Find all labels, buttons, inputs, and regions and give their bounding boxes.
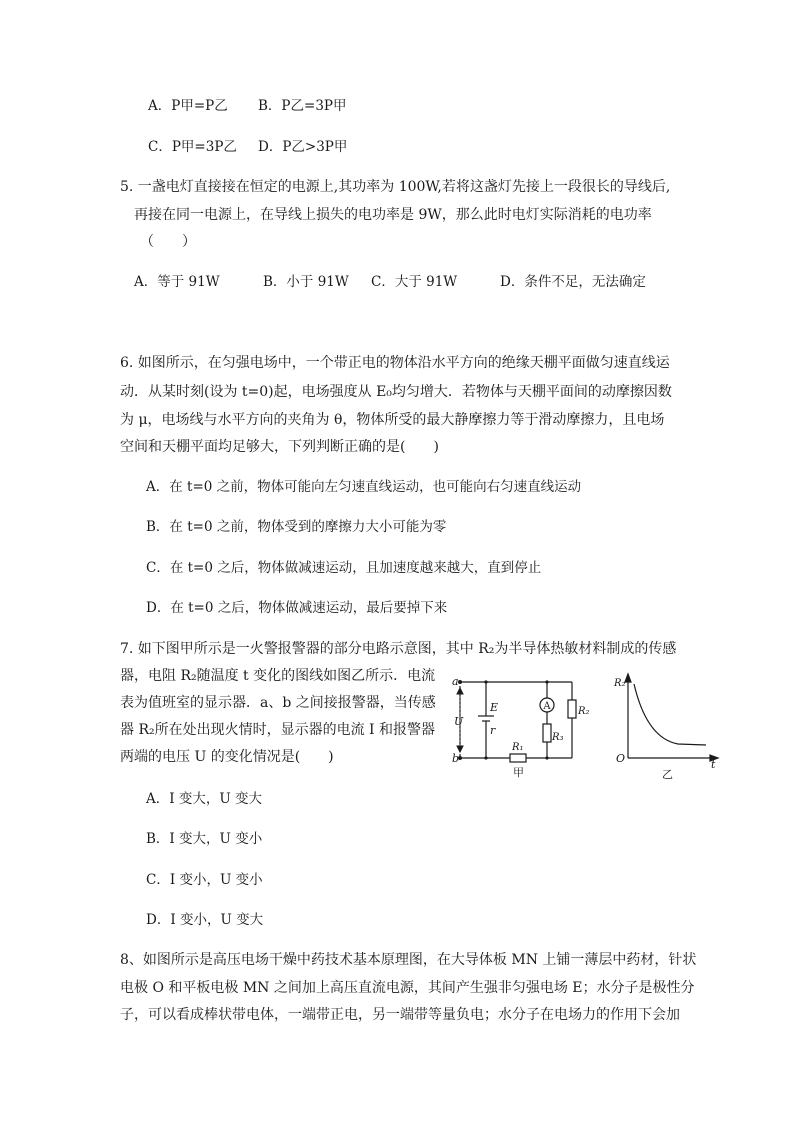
q5-option-a: A．等于 91W [134, 274, 220, 290]
q6-stem-line-1: 6. 如图所示，在匀强电场中，一个带正电的物体沿水平方向的绝缘天棚平面做匀速直线运 [120, 355, 670, 371]
q4-option-c: C．P甲=3P乙 [148, 139, 237, 155]
svg-text:E: E [490, 701, 499, 714]
q8-stem-line-1: 8、如图所示是高压电场干燥中药技术基本原理图，在大导体板 MN 上铺一薄层中药材，针状 [120, 952, 697, 968]
q7-stem-line-4: 器 R₂所在处出现火情时，显示器的电流 I 和报警器 [120, 722, 436, 738]
q5-option-b: B．小于 91W [263, 274, 349, 290]
q4-option-d: D．P乙>3P甲 [258, 139, 348, 155]
q6-stem-line-4: 空间和天棚平面均足够大，下列判断正确的是( ) [120, 439, 439, 455]
q7-stem-line-5: 两端的电压 U 的变化情况是( ) [120, 749, 334, 765]
q8-stem-line-2: 电极 O 和平板电极 MN 之间加上高压直流电源，其间产生强非匀强电场 E；水分子是极性分 [120, 980, 695, 996]
svg-text:U: U [454, 715, 464, 728]
svg-text:O: O [616, 752, 626, 765]
q7-option-b: B．I 变大，U 变小 [146, 831, 263, 847]
y-axis-arrow-icon [625, 674, 631, 682]
svg-text:R₁: R₁ [512, 742, 524, 753]
q5-option-c: C．大于 91W [371, 274, 458, 290]
q6-option-a: A．在 t=0 之前，物体可能向左匀速直线运动，也可能向右匀速直线运动 [146, 479, 582, 495]
q6-stem-line-3: 为 μ，电场线与水平方向的夹角为 θ，物体所受的最大静摩擦力等于滑动摩擦力，且电场 [120, 412, 665, 428]
q8-stem-line-3: 子，可以看成棒状带电体，一端带正电，另一端带等量负电；水分子在电场力的作用下会加 [120, 1007, 680, 1023]
svg-text:R₃: R₃ [552, 732, 564, 743]
q4-option-b: B．P乙=3P甲 [258, 98, 347, 114]
q6-option-d: D．在 t=0 之后，物体做减速运动，最后要掉下来 [146, 600, 448, 616]
q7-r2-vs-t-graph [606, 668, 726, 784]
q5-stem-line-2: 再接在同一电源上，在导线上损失的电功率是 9W，那么此时电灯实际消耗的电功率 [134, 207, 652, 223]
graph-caption: 乙 [662, 768, 673, 781]
q7-circuit-diagram [444, 668, 594, 784]
r2-decay-curve [634, 684, 706, 745]
q5-stem-line-1: 5. 一盏电灯直接接在恒定的电源上,其功率为 100W,若将这盏灯先接上一段很长的导线后, [120, 179, 671, 195]
q6-option-c: C．在 t=0 之后，物体做减速运动，且加速度越来越大，直到停止 [146, 560, 542, 576]
resistor-r2 [568, 700, 576, 718]
q7-stem-line-2: 器，电阻 R₂随温度 t 变化的图线如图乙所示．电流 [120, 668, 436, 684]
junction-top-dot [484, 680, 487, 683]
q7-option-c: C．I 变小，U 变小 [146, 872, 263, 888]
resistor-r1 [510, 754, 526, 762]
junction-bottom-dot [484, 756, 487, 759]
q5-option-d: D．条件不足，无法确定 [500, 274, 646, 290]
junction-right-top-dot [545, 680, 548, 683]
q7-stem-line-1: 7. 如下图甲所示是一火警报警器的部分电路示意图，其中 R₂为半导体热敏材料制成的传感 [120, 641, 677, 657]
q7-option-a: A．I 变大，U 变大 [146, 791, 263, 807]
q4-option-a: A．P甲=P乙 [148, 98, 228, 114]
junction-right-bottom-dot [545, 756, 548, 759]
svg-text:t: t [711, 758, 716, 771]
circuit-caption: 甲 [513, 766, 524, 779]
svg-text:a: a [452, 675, 459, 688]
q6-option-b: B．在 t=0 之前，物体受到的摩擦力大小可能为零 [146, 519, 447, 535]
q7-option-d: D．I 变小，U 变大 [146, 912, 264, 928]
svg-text:b: b [452, 752, 460, 765]
resistor-r3 [543, 724, 551, 742]
svg-text:r: r [490, 724, 496, 737]
q6-stem-line-2: 动．从某时刻(设为 t=0)起，电场强度从 E₀均匀增大．若物体与天棚平面间的动摩擦因数 [120, 384, 672, 400]
svg-text:R₂: R₂ [578, 706, 590, 717]
q5-answer-bracket: （ ） [140, 234, 196, 250]
terminal-a-dot [458, 680, 462, 684]
svg-text:R₂: R₂ [614, 678, 626, 689]
svg-text:A: A [543, 701, 551, 712]
q7-stem-line-3: 表为值班室的显示器．a、b 之间接报警器，当传感 [120, 695, 436, 711]
